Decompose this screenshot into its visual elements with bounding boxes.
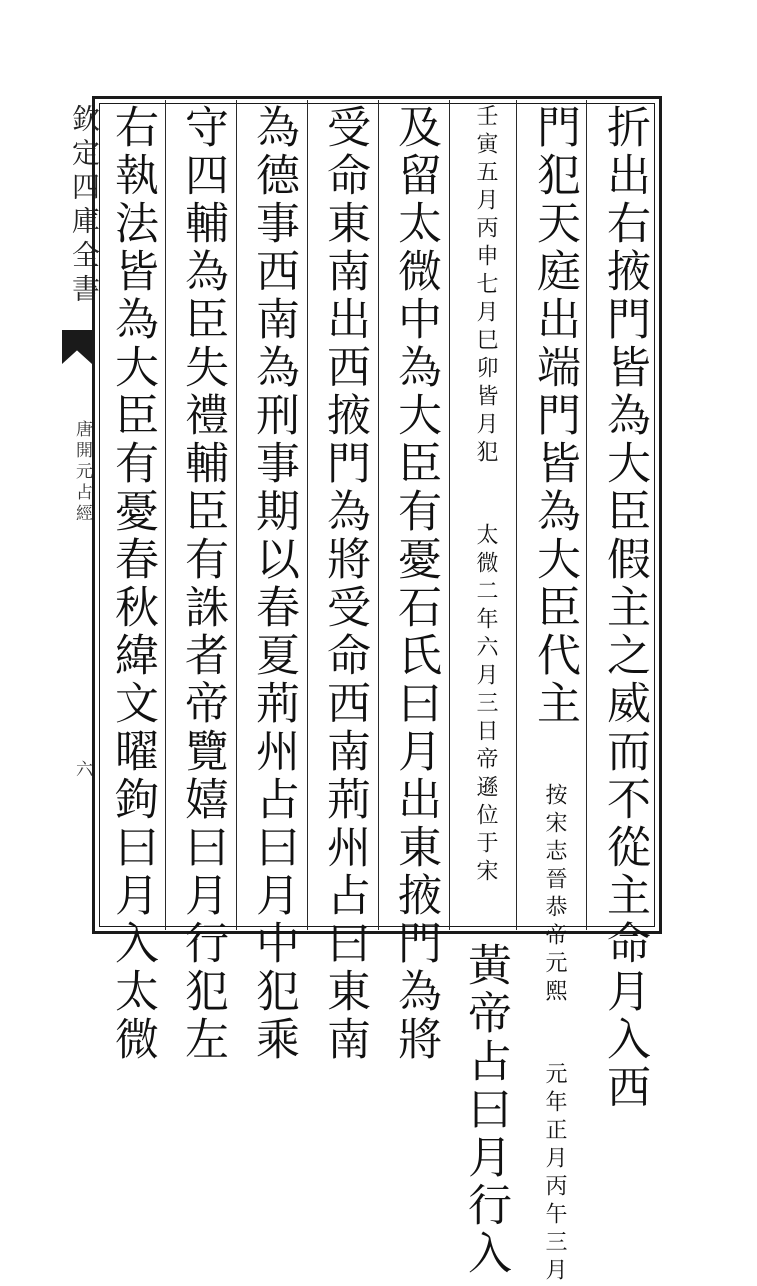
column-rule <box>449 100 450 930</box>
fish-tail-mark <box>62 330 92 364</box>
annotation-line: 元年正月丙午三月 <box>542 1062 567 1286</box>
column-text: 右執法皆為大臣有憂 <box>107 104 158 536</box>
column-text: 荊州占曰月中犯乘 <box>248 680 299 1064</box>
column-text: 石氏曰月出東掖門為將 <box>390 584 441 1064</box>
column-text: 門犯天庭出端門皆為大臣代主 <box>529 104 580 728</box>
column-rule <box>378 100 379 930</box>
text-column-3 <box>455 104 515 1278</box>
column-text: 及留太微中為大臣有憂 <box>390 104 441 584</box>
text-column-7 <box>172 104 232 1064</box>
annotation-note <box>524 783 584 1286</box>
margin-title: 欽定四庫全書 <box>68 104 101 308</box>
column-text: 折出右掖門皆為大臣假主之威而不從主命月入西 <box>599 104 650 1112</box>
annotation-line: 太微二年六月三日帝遜位于宋 <box>473 523 498 887</box>
column-text: 受命東南出西掖門為將受命西南 <box>319 104 370 776</box>
text-column-6 <box>243 104 303 1064</box>
column-rule <box>165 100 166 930</box>
annotation-line: 按宋志晉恭帝元熙 <box>542 783 567 1007</box>
text-column-2 <box>524 104 584 1286</box>
annotation-line: 壬寅五月丙申七月巳卯皆月犯 <box>473 104 498 468</box>
margin-book-title: 唐開元占經 <box>72 420 92 525</box>
column-text: 春秋緯文曜鉤曰月入太微 <box>107 536 158 1064</box>
column-rule <box>236 100 237 930</box>
annotation-note <box>455 104 515 887</box>
column-text: 黃帝占曰月行入 <box>460 942 511 1278</box>
text-column-5 <box>314 104 374 1064</box>
text-column-4 <box>385 104 445 1064</box>
column-text: 帝覽嬉曰月行犯左 <box>177 680 228 1064</box>
text-column-8 <box>102 104 162 1064</box>
column-text: 守四輔為臣失禮輔臣有誅者 <box>177 104 228 680</box>
margin-page-number: 六 <box>72 760 92 777</box>
text-column-1 <box>594 104 654 1112</box>
column-rule <box>307 100 308 930</box>
column-text: 為德事西南為刑事期以春夏 <box>248 104 299 680</box>
column-text: 荊州占曰東南 <box>319 776 370 1064</box>
column-rule <box>516 100 517 930</box>
column-rule <box>586 100 587 930</box>
